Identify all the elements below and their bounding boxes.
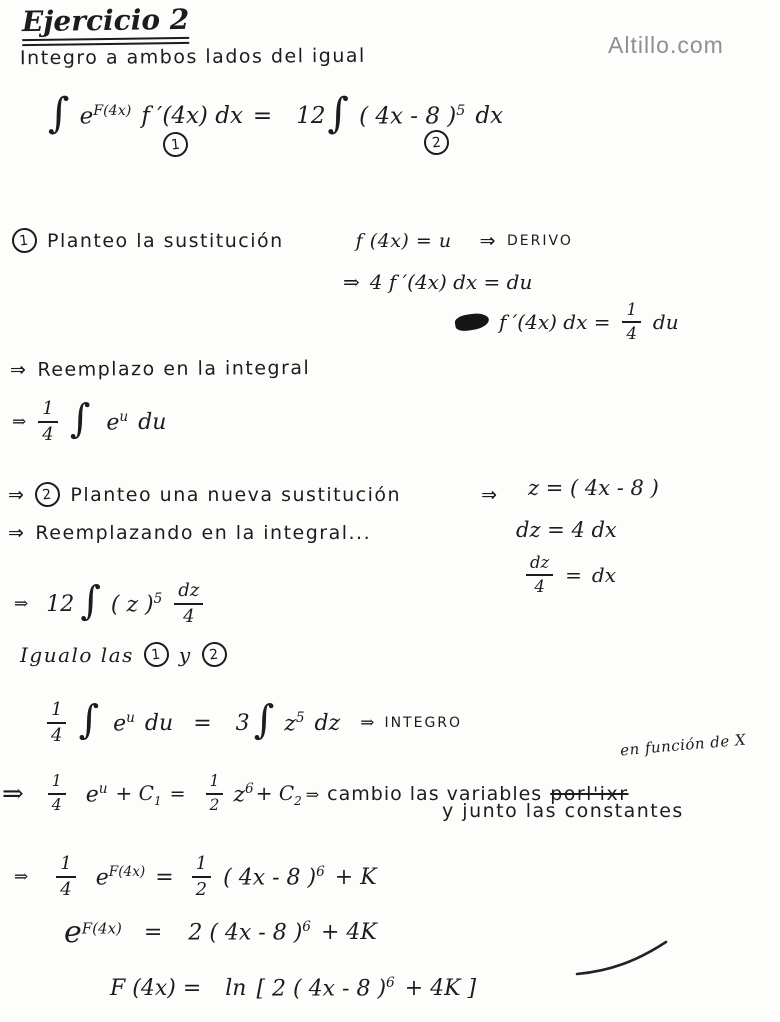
power-term: ( 4x - 8 )$^5$ [359, 102, 466, 130]
constant-term: + 4K [320, 919, 377, 945]
step5-text: cambio las variables [327, 783, 543, 805]
power-term: [ 2 ( 4x - 8 )$^6$ [256, 974, 395, 1002]
equals-sign: = [143, 919, 163, 945]
fraction: $\frac{dz}{4}$ [526, 555, 553, 596]
exponent: F(4x) [93, 102, 132, 119]
constant-term: + $C_1$ [115, 780, 162, 808]
equals-sign: = [565, 563, 582, 587]
intro-line: Integro a ambos lados del igual [19, 44, 366, 70]
implies-arrow: ⇒ [481, 483, 499, 506]
exponent: u [98, 780, 108, 797]
watermark: Altillo.com [608, 32, 724, 58]
exponent: 5 [456, 102, 466, 119]
integral-sign: ∫ [69, 396, 91, 443]
step3-text: Planteo una nueva sustitución [70, 483, 402, 506]
exponent: 5 [295, 709, 305, 726]
circled-number-2: 2 [423, 129, 450, 156]
power-term: $z^6$ [233, 780, 254, 808]
fraction: $\frac{1}{4}$ [56, 855, 75, 899]
lhs: F (4x) = [110, 975, 202, 1001]
equated-integrals-line [45, 698, 462, 748]
du-term: du [138, 409, 167, 435]
step2-text: Reemplazo en la integral [37, 356, 311, 381]
implies-arrow: ⇒ [9, 358, 28, 382]
step3-replace-line [8, 522, 371, 544]
result-line-2 [64, 908, 377, 956]
exponent: F(4x) [108, 863, 146, 880]
bracket-close: + 4K ] [404, 975, 477, 1001]
implies-arrow: ⇒ [8, 522, 26, 544]
fraction: $\frac{dz}{4}$ [174, 582, 203, 626]
coefficient: 12 [46, 591, 75, 617]
ink-scribble [454, 312, 490, 333]
dz-term: dz [314, 710, 341, 736]
circled-number-1: 1 [143, 641, 170, 668]
margin-annotation: en función de X [619, 730, 747, 760]
z-substitution-eq: z = ( 4x - 8 ) [528, 476, 659, 500]
exponent: 6 [245, 780, 254, 797]
subscript: 1 [153, 793, 162, 808]
result-line-3 [110, 964, 476, 1012]
power-term: 2 ( 4x - 8 )$^6$ [188, 918, 311, 946]
exponent: u [126, 709, 135, 726]
fraction: $\frac{1}{4}$ [622, 302, 640, 343]
implies-arrow: ⇒ [14, 594, 29, 614]
equals-sign: = [155, 864, 174, 890]
eq-left: f ′(4x) dx = [499, 310, 611, 334]
exponent: 6 [316, 863, 325, 880]
du-term: du [144, 710, 174, 736]
integral-sign: ∫ [80, 578, 101, 625]
integral-sign: ∫ [48, 89, 70, 138]
conjunction: y [178, 642, 192, 667]
step1-solved-line [455, 300, 679, 344]
equals-sign: = [169, 783, 186, 805]
fraction: $\frac{1}{4}$ [48, 774, 66, 813]
substitution-eq: f (4x) = u [355, 229, 452, 252]
subscript: 2 [294, 793, 302, 808]
exp-term: $e^{F(4x)}$ [79, 102, 132, 130]
power-term: ( 4x - 8 )$^6$ [223, 863, 325, 891]
step2-integral-line [12, 398, 166, 446]
integral-sign: ∫ [327, 89, 350, 138]
integro-note: INTEGRO [384, 715, 463, 731]
implies-arrow: ⇒ [14, 867, 29, 887]
exponent: 6 [302, 918, 311, 935]
implies-arrow: ⇒ [479, 229, 497, 252]
power-term: ( z )$^5$ [110, 590, 163, 618]
step1-line [12, 228, 573, 253]
step3-integral-line [14, 578, 205, 630]
title-text: Ejercicio 2 [22, 3, 190, 41]
fraction: $\frac{1}{4}$ [47, 701, 66, 745]
circled-number-1: 1 [11, 227, 38, 254]
constant-term: + $C_2$ [255, 780, 302, 808]
circled-number-2: 2 [34, 481, 61, 508]
exp-term: $e^{F(4x)}$ [64, 914, 122, 950]
integral-sign: ∫ [78, 697, 100, 744]
implies-arrow: ⇒ [360, 713, 375, 733]
step4-line [20, 642, 227, 667]
step3-replace-text: Reemplazando en la integral... [35, 522, 372, 544]
implies-arrow: ⇒ [343, 270, 360, 294]
derivo-note: DERIVO [507, 232, 573, 249]
fraction: $\frac{1}{4}$ [38, 400, 57, 444]
fraction: $\frac{1}{2}$ [192, 855, 211, 899]
exponent: u [119, 408, 129, 425]
step1-text: Planteo la sustitución [47, 229, 284, 252]
exp-term: $e^{F(4x)}$ [95, 863, 146, 891]
exponent: 5 [153, 590, 163, 607]
equals-sign: = [252, 103, 273, 129]
power-term: $z^5$ [284, 709, 305, 737]
coefficient: 12 [296, 103, 326, 129]
exponent: 6 [386, 974, 395, 991]
derivative-eq: 4 f ′(4x) dx = du [369, 270, 533, 294]
pen-stroke [565, 930, 685, 985]
step1-derivative-line [343, 270, 532, 294]
exp-term: $e^u$ [106, 408, 129, 436]
step2-line [10, 357, 310, 381]
fraction: $\frac{1}{2}$ [206, 774, 224, 813]
fprime-term: f ′(4x) dx [141, 103, 243, 129]
dz-over-4-eq [524, 552, 616, 598]
implies-arrow: ⇒ [2, 779, 24, 809]
dx-term: dx [475, 103, 504, 129]
exp-term: $e^u$ [113, 709, 135, 737]
exp-term: $e^u$ [85, 780, 108, 808]
equals-sign: = [193, 710, 212, 736]
page-title [22, 3, 190, 46]
coefficient: 3 [235, 710, 250, 736]
ln-function: ln [225, 975, 247, 1001]
exponent: F(4x) [81, 919, 122, 938]
circled-number-2: 2 [200, 641, 227, 668]
dz-eq: dz = 4 dx [516, 518, 617, 542]
du-term: du [652, 310, 679, 334]
constant-term: + K [334, 864, 377, 890]
dx-term: dx [591, 563, 616, 587]
step5-text2: y junto las constantes [442, 800, 684, 822]
implies-arrow: ⇒ [305, 784, 320, 804]
step4-text: Igualo las [20, 642, 134, 667]
crossed-out-word: porl'ixr [550, 783, 629, 805]
result-line-1 [14, 852, 377, 902]
circled-number-1: 1 [162, 131, 189, 158]
step3-line [8, 482, 499, 507]
implies-arrow: ⇒ [8, 483, 26, 506]
integral-sign: ∫ [253, 697, 275, 744]
implies-arrow: ⇒ [12, 412, 27, 432]
